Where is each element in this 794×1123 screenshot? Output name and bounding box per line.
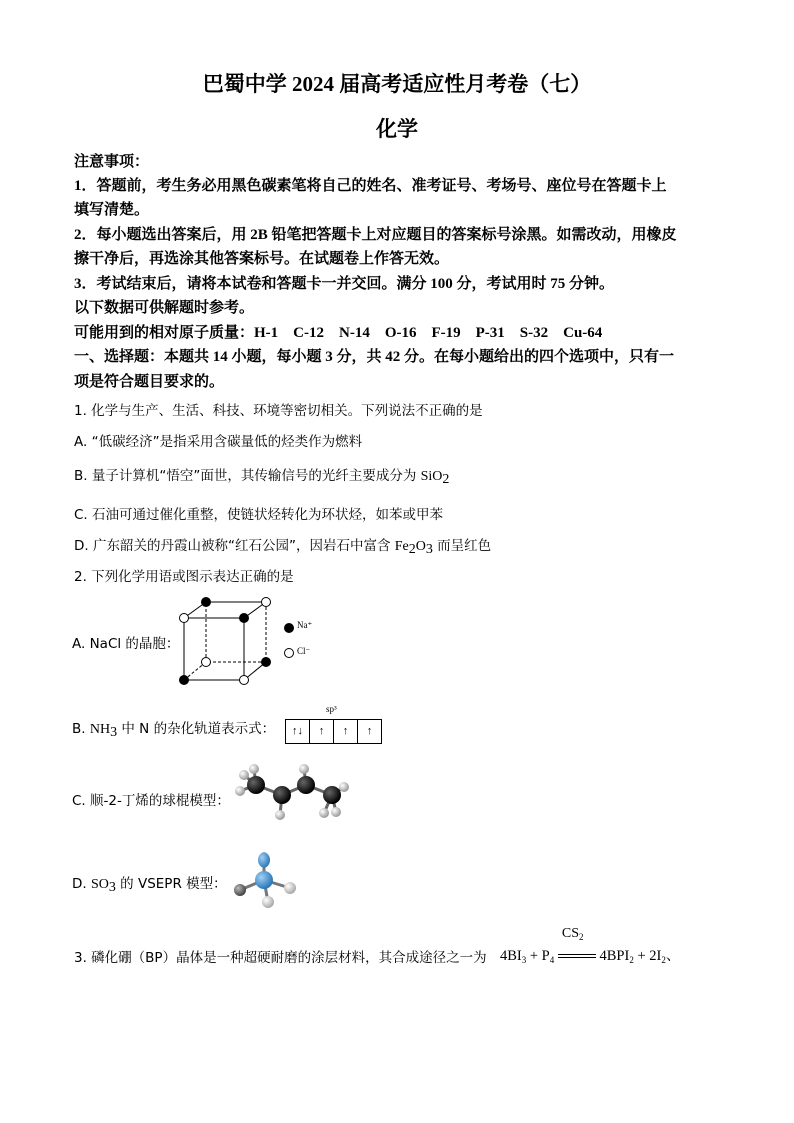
data-note: 以下数据可供解题时参考。: [74, 300, 255, 316]
legend-na-label: Na⁺: [297, 620, 313, 630]
na-ion: [180, 676, 189, 685]
cl-ion: [202, 658, 211, 667]
section-heading-cont: 项是符合题目要求的。: [74, 374, 225, 390]
hydrogen-atom: [249, 764, 259, 774]
notice-item-1: 1．答题前，考生务必用黑色碳素笔将自己的姓名、准考证号、考场号、座位号在答题卡上: [74, 178, 667, 194]
q1-stem: 1. 化学与生产、生活、科技、环境等密切相关。下列说法不正确的是: [74, 403, 483, 419]
q2-option-a-label: A. NaCl 的晶胞：: [72, 636, 180, 652]
hydrogen-atom: [235, 786, 245, 796]
cis-2-butene-ball-stick-model: [232, 757, 357, 837]
q1-option-b: B. 量子计算机“悟空”面世，其传输信号的光纤主要成分为 SiO$_2$: [74, 468, 450, 487]
cl-ion: [180, 614, 189, 623]
orbital-box: ↑: [334, 720, 358, 743]
orbital-box: ↑: [366, 725, 373, 737]
q2-option-d-label: D. $SO_3$ 的 VSEPR 模型：: [72, 876, 227, 895]
so3-vsepr-model: [228, 846, 304, 912]
q2-option-c-label: C. 顺-2-丁烯的球棍模型：: [72, 793, 230, 809]
hydrogen-atom: [275, 810, 285, 820]
nacl-unit-cell-diagram: [176, 596, 286, 688]
na-ion: [202, 598, 211, 607]
q3-stem: 3. 磷化硼（BP）晶体是一种超硬耐磨的涂层材料，其合成途径之一为: [74, 950, 487, 966]
subject-title: 化学: [376, 117, 418, 141]
oxygen-atom: [262, 896, 274, 908]
notice-item-2-cont: 擦干净后，再选涂其他答案标号。在试题卷上作答无效。: [74, 251, 450, 267]
atomic-mass-list: 可能用到的相对原子质量：H-1 C-12 N-14 O-16 F-19 P-31 S-32 Cu-64: [74, 325, 603, 341]
lone-pair-lobe: [258, 852, 270, 868]
carbon-atom: [273, 786, 291, 804]
hydrogen-atom: [239, 770, 249, 780]
cl-ion: [262, 598, 271, 607]
q1-option-d: D. 广东韶关的丹霞山被称“红石公园”，因岩石中富含 $Fe_2O_3$ 而呈红色: [74, 538, 492, 557]
reaction-arrow: [558, 925, 596, 962]
sp3-label: sp³: [326, 704, 337, 714]
orbital-box: ↑: [310, 720, 334, 743]
legend-na-marker: [283, 622, 295, 634]
notice-item-1-cont: 填写清楚。: [74, 202, 150, 218]
notice-heading: 注意事项：: [74, 154, 150, 170]
na-ion: [262, 658, 271, 667]
hydrogen-atom: [299, 764, 309, 774]
carbon-atom: [297, 776, 315, 794]
reaction-condition: $CS_2$: [561, 925, 584, 942]
orbital-box-diagram: [285, 719, 382, 744]
legend-cl-label: Cl⁻: [297, 646, 311, 656]
oxygen-atom: [284, 882, 296, 894]
carbon-atom: [247, 776, 265, 794]
cl-ion: [240, 676, 249, 685]
notice-item-2: 2．每小题选出答案后，用 2B 铅笔把答题卡上对应题目的答案标号涂黑。如需改动，用橡皮: [74, 227, 677, 243]
q1-option-c: C. 石油可通过催化重整，使链状烃转化为环状烃，如苯或甲苯: [74, 507, 444, 523]
central-atom: [255, 871, 273, 889]
page-title: 巴蜀中学 2024 届高考适应性月考卷（七）: [202, 72, 592, 96]
q3-equation: $4BI_3 + P_4$ $CS_2$ $4BPI_2 + 2I_2$、: [500, 925, 681, 965]
legend-cl-marker: [283, 647, 295, 659]
na-ion: [240, 614, 249, 623]
notice-item-3: 3．考试结束后，请将本试卷和答题卡一并交回。满分 100 分，考试用时 75 分钟。: [74, 276, 615, 292]
q2-option-b-label: B. $NH_3$ 中 N 的杂化轨道表示式：: [72, 721, 276, 740]
hydrogen-atom: [339, 782, 349, 792]
orbital-box: ↑↓: [286, 720, 310, 743]
carbon-atom: [323, 786, 341, 804]
q1-option-a: A. “低碳经济”是指采用含碳量低的烃类作为燃料: [74, 434, 363, 450]
hydrogen-atom: [319, 808, 329, 818]
q2-stem: 2. 下列化学用语或图示表达正确的是: [74, 569, 294, 585]
hydrogen-atom: [331, 807, 341, 817]
section-heading: 一、选择题：本题共 14 小题，每小题 3 分，共 42 分。在每小题给出的四个选项中，只有一: [74, 349, 675, 365]
oxygen-atom: [234, 884, 246, 896]
